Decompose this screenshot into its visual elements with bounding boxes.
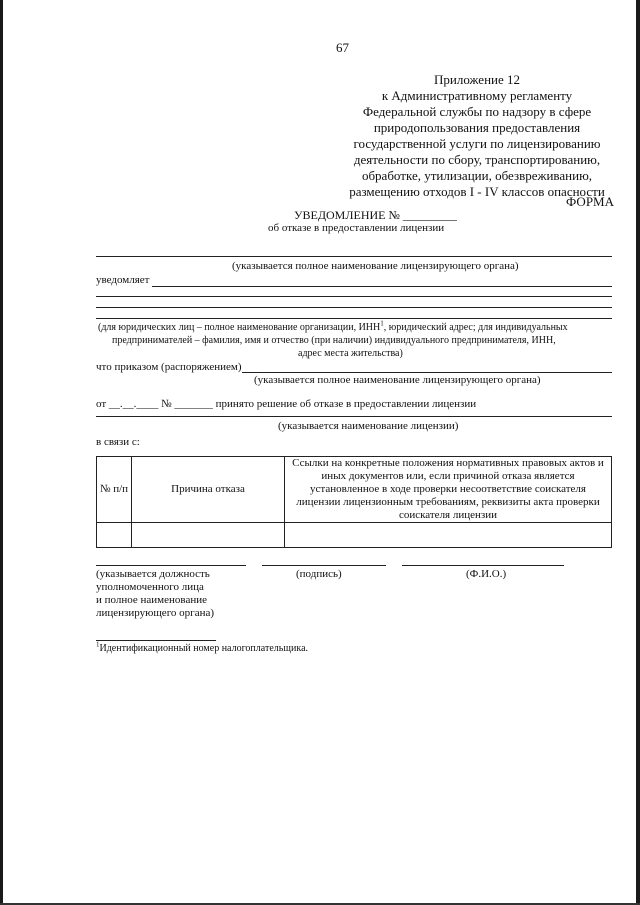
notice-subtitle: об отказе в предоставлении лицензии xyxy=(268,222,445,234)
position-caption-line: лицензирующего органа) xyxy=(96,607,215,619)
name-caption: (Ф.И.О.) xyxy=(466,568,507,580)
position-caption xyxy=(96,568,214,620)
appendix-line: деятельности по сбору, транспортированию, xyxy=(353,152,601,167)
applicant-caption xyxy=(98,319,568,333)
authority-line xyxy=(96,256,612,257)
applicant-line xyxy=(96,296,612,297)
appendix-heading xyxy=(338,72,616,200)
position-caption-line: (указывается должность xyxy=(96,568,210,580)
footnote-mark: 1 xyxy=(96,640,100,649)
footnote-ref: 1 xyxy=(380,319,384,328)
scan-edge-left xyxy=(0,0,3,905)
appendix-line: размещению отходов I - IV классов опасности xyxy=(349,184,605,199)
header-number: № п/п xyxy=(97,457,132,523)
order-label: что приказом (распоряжением) xyxy=(96,361,242,373)
scan-edge-right xyxy=(636,0,640,905)
signature-caption: (подпись) xyxy=(296,568,342,580)
authority-caption: (указывается полное наименование лицензирующего органа) xyxy=(232,260,519,272)
order-line xyxy=(242,372,612,373)
position-caption-line: уполномоченного лица xyxy=(96,581,204,593)
table-header-row xyxy=(97,457,612,523)
table-row xyxy=(97,523,612,548)
header-references: Ссылки на конкретные положения нормативных правовых актов и иных документов или, если причиной отказа является установленное в ходе проверки несоответствие соискателя лицензии лицензионным требованиям, реквизиты акта проверки соискателя лицензии xyxy=(285,457,612,523)
appendix-line: природопользования предоставления xyxy=(373,120,581,135)
license-line xyxy=(96,416,612,417)
license-caption: (указывается наименование лицензии) xyxy=(278,420,459,432)
applicant-caption-text: (для юридических лиц – полное наименование организации, ИНН xyxy=(98,322,381,333)
applicant-line xyxy=(96,318,612,319)
applicant-caption: предпринимателей – фамилия, имя и отчество (при наличии) индивидуального предпринимателя, ИНН, xyxy=(112,335,556,346)
appendix-line: Приложение 12 xyxy=(433,72,521,87)
form-label: ФОРМА xyxy=(566,194,614,209)
table-cell[interactable] xyxy=(97,523,132,548)
footnote-text: Идентификационный номер налогоплательщика. xyxy=(99,643,309,654)
notice-title: УВЕДОМЛЕНИЕ № _________ xyxy=(294,208,457,222)
header-reason: Причина отказа xyxy=(132,457,285,523)
position-line xyxy=(96,565,246,566)
name-line xyxy=(402,565,564,566)
table-cell[interactable] xyxy=(285,523,612,548)
notifies-label: уведомляет xyxy=(96,274,150,286)
applicant-line xyxy=(96,307,612,308)
applicant-caption: адрес места жительства) xyxy=(298,348,403,359)
footnote-separator xyxy=(96,640,216,641)
in-connection-label: в связи с: xyxy=(96,436,140,448)
signature-line xyxy=(262,565,386,566)
position-caption-line: и полное наименование xyxy=(96,594,207,606)
refusal-reasons-table xyxy=(96,456,612,548)
page-number: 67 xyxy=(336,40,349,55)
order-caption: (указывается полное наименование лицензирующего органа) xyxy=(254,374,541,386)
applicant-caption-text: , юридический адрес; для индивидуальных xyxy=(383,322,568,333)
appendix-line: Федеральной службы по надзору в сфере xyxy=(362,104,592,119)
appendix-line: к Административному регламенту xyxy=(381,88,573,103)
appendix-line: государственной услуги по лицензированию xyxy=(353,136,601,151)
appendix-line: обработке, утилизации, обезвреживанию, xyxy=(361,168,593,183)
decision-text: от __.__.____ № _______ принято решение об отказе в предоставлении лицензии xyxy=(96,398,477,410)
applicant-line xyxy=(152,286,612,287)
table-cell[interactable] xyxy=(132,523,285,548)
footnote xyxy=(96,640,309,654)
